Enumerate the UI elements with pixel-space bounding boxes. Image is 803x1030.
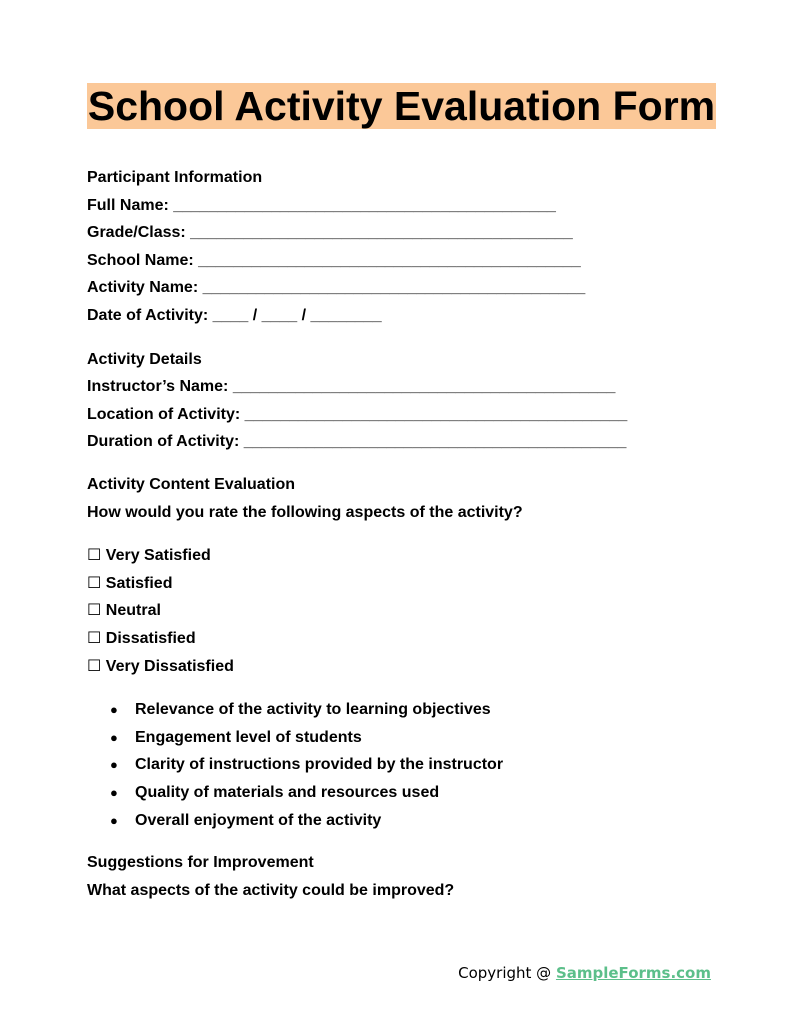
bullet-icon: ● — [110, 785, 118, 800]
option-very-satisfied: ☐ Very Satisfied — [87, 547, 211, 564]
aspect-text: Overall enjoyment of the activity — [135, 812, 382, 829]
page-title: School Activity Evaluation Form — [87, 83, 716, 129]
bullet-icon: ● — [110, 757, 118, 772]
suggestions-heading: Suggestions for Improvement — [87, 854, 314, 871]
sampleforms-link[interactable]: SampleForms.com — [555, 964, 711, 982]
title-container — [0, 83, 803, 129]
aspect-text: Quality of materials and resources used — [135, 784, 440, 801]
school-name-field: School Name: ___________________________________________ — [87, 252, 581, 269]
details-heading: Activity Details — [87, 351, 202, 368]
bullet-icon: ● — [110, 730, 118, 745]
aspect-text: Clarity of instructions provided by the instructor — [135, 756, 504, 773]
suggestions-question: What aspects of the activity could be improved? — [87, 882, 455, 899]
bullet-icon: ● — [110, 813, 118, 828]
instructor-name-field: Instructor’s Name: ___________________________________________ — [87, 378, 616, 395]
evaluation-heading: Activity Content Evaluation — [87, 476, 296, 493]
list-item — [110, 755, 503, 775]
full-name-field: Full Name: ___________________________________________ — [87, 197, 556, 214]
evaluation-question: How would you rate the following aspects of the activity? — [87, 504, 523, 521]
list-item — [110, 811, 381, 831]
list-item — [110, 700, 491, 720]
date-of-activity-field: Date of Activity: ____ / ____ / ________ — [87, 307, 382, 324]
participant-heading: Participant Information — [87, 169, 263, 186]
grade-class-field: Grade/Class: ___________________________________________ — [87, 224, 573, 241]
option-satisfied: ☐ Satisfied — [87, 575, 173, 592]
aspect-text: Engagement level of students — [135, 729, 362, 746]
location-field: Location of Activity: ___________________________________________ — [87, 406, 628, 423]
option-dissatisfied: ☐ Dissatisfied — [87, 630, 196, 647]
bullet-icon: ● — [110, 702, 118, 717]
list-item — [110, 728, 362, 748]
aspect-text: Relevance of the activity to learning objectives — [135, 701, 491, 718]
option-very-dissatisfied: ☐ Very Dissatisfied — [87, 658, 234, 675]
activity-name-field: Activity Name: ___________________________________________ — [87, 279, 586, 296]
option-neutral: ☐ Neutral — [87, 602, 161, 619]
copyright-text: Copyright @ — [458, 964, 556, 982]
duration-field: Duration of Activity: ___________________________________________ — [87, 433, 627, 450]
copyright — [458, 963, 711, 983]
list-item — [110, 783, 439, 803]
